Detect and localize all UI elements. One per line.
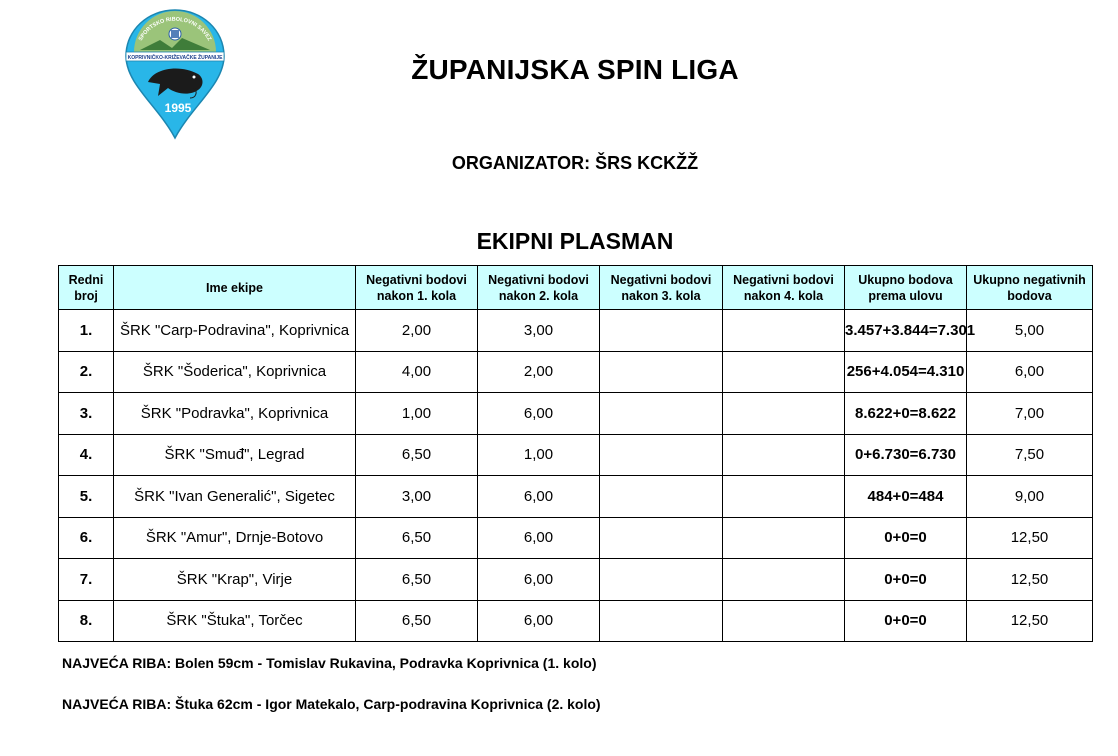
- catch-points-cell: 0+0=0: [845, 559, 967, 601]
- column-header-round-3: Negativni bodovi nakon 3. kola: [600, 266, 723, 310]
- team-cell: ŠRK "Ivan Generalić", Sigetec: [114, 476, 356, 518]
- column-header-round-2: Negativni bodovi nakon 2. kola: [478, 266, 600, 310]
- team-standings-table: [58, 265, 1093, 642]
- round-1-cell: 2,00: [356, 310, 478, 352]
- table-row: [59, 393, 1093, 435]
- round-4-cell: [723, 310, 845, 352]
- rank-cell: 4.: [59, 434, 114, 476]
- catch-points-cell: 256+4.054=4.310: [845, 351, 967, 393]
- biggest-fish-note-round-2: NAJVEĆA RIBA: Štuka 62cm - Igor Matekalo, Carp-podravina Koprivnica (2. kolo): [62, 696, 601, 712]
- rank-cell: 3.: [59, 393, 114, 435]
- total-cell: 12,50: [967, 600, 1093, 642]
- catch-points-cell: 0+0=0: [845, 517, 967, 559]
- round-3-cell: [600, 434, 723, 476]
- round-2-cell: 3,00: [478, 310, 600, 352]
- total-cell: 7,00: [967, 393, 1093, 435]
- column-header-team: Ime ekipe: [114, 266, 356, 310]
- column-header-round-1: Negativni bodovi nakon 1. kola: [356, 266, 478, 310]
- catch-points-cell: 3.457+3.844=7.301: [845, 310, 967, 352]
- team-cell: ŠRK "Amur", Drnje-Botovo: [114, 517, 356, 559]
- round-1-cell: 4,00: [356, 351, 478, 393]
- table-row: [59, 351, 1093, 393]
- total-cell: 9,00: [967, 476, 1093, 518]
- table-title: EKIPNI PLASMAN: [476, 228, 674, 254]
- biggest-fish-note-round-1: NAJVEĆA RIBA: Bolen 59cm - Tomislav Rukavina, Podravka Koprivnica (1. kolo): [62, 655, 597, 671]
- logo-year: 1995: [164, 101, 192, 115]
- page-title: ŽUPANIJSKA SPIN LIGA: [411, 54, 739, 85]
- column-header-catch-points: Ukupno bodova prema ulovu: [845, 266, 967, 310]
- round-3-cell: [600, 559, 723, 601]
- table-row: [59, 600, 1093, 642]
- table-row: [59, 434, 1093, 476]
- team-cell: ŠRK "Štuka", Torčec: [114, 600, 356, 642]
- column-header-total: Ukupno negativnih bodova: [967, 266, 1093, 310]
- team-cell: ŠRK "Šoderica", Koprivnica: [114, 351, 356, 393]
- round-4-cell: [723, 600, 845, 642]
- rank-cell: 5.: [59, 476, 114, 518]
- round-1-cell: 3,00: [356, 476, 478, 518]
- round-4-cell: [723, 434, 845, 476]
- total-cell: 12,50: [967, 559, 1093, 601]
- round-4-cell: [723, 476, 845, 518]
- round-2-cell: 6,00: [478, 600, 600, 642]
- team-cell: ŠRK "Carp-Podravina", Koprivnica: [114, 310, 356, 352]
- rank-cell: 7.: [59, 559, 114, 601]
- round-2-cell: 6,00: [478, 517, 600, 559]
- rank-cell: 2.: [59, 351, 114, 393]
- round-4-cell: [723, 351, 845, 393]
- logo-band-text: KOPRIVNIČKO-KRIŽEVAČKE ŽUPANIJE: [127, 55, 223, 61]
- round-2-cell: 1,00: [478, 434, 600, 476]
- round-2-cell: 2,00: [478, 351, 600, 393]
- table-row: [59, 517, 1093, 559]
- round-2-cell: 6,00: [478, 559, 600, 601]
- table-row: [59, 476, 1093, 518]
- table-row: [59, 310, 1093, 352]
- table-row: [59, 559, 1093, 601]
- round-4-cell: [723, 559, 845, 601]
- round-1-cell: 6,50: [356, 517, 478, 559]
- round-1-cell: 6,50: [356, 434, 478, 476]
- round-3-cell: [600, 517, 723, 559]
- total-cell: 7,50: [967, 434, 1093, 476]
- rank-cell: 6.: [59, 517, 114, 559]
- round-3-cell: [600, 600, 723, 642]
- catch-points-cell: 8.622+0=8.622: [845, 393, 967, 435]
- round-2-cell: 6,00: [478, 393, 600, 435]
- round-1-cell: 6,50: [356, 600, 478, 642]
- catch-points-cell: 484+0=484: [845, 476, 967, 518]
- table-header-row: [59, 266, 1093, 310]
- logo-text-top: SPORTSKO RIBOLOVNI SAVEZ: [137, 16, 213, 43]
- catch-points-cell: 0+6.730=6.730: [845, 434, 967, 476]
- round-1-cell: 1,00: [356, 393, 478, 435]
- round-3-cell: [600, 310, 723, 352]
- round-3-cell: [600, 476, 723, 518]
- column-header-rank: Redni broj: [59, 266, 114, 310]
- total-cell: 5,00: [967, 310, 1093, 352]
- round-4-cell: [723, 517, 845, 559]
- round-3-cell: [600, 393, 723, 435]
- team-cell: ŠRK "Krap", Virje: [114, 559, 356, 601]
- total-cell: 6,00: [967, 351, 1093, 393]
- team-cell: ŠRK "Smuđ", Legrad: [114, 434, 356, 476]
- column-header-round-4: Negativni bodovi nakon 4. kola: [723, 266, 845, 310]
- catch-points-cell: 0+0=0: [845, 600, 967, 642]
- round-1-cell: 6,50: [356, 559, 478, 601]
- team-cell: ŠRK "Podravka", Koprivnica: [114, 393, 356, 435]
- round-2-cell: 6,00: [478, 476, 600, 518]
- total-cell: 12,50: [967, 517, 1093, 559]
- round-3-cell: [600, 351, 723, 393]
- rank-cell: 8.: [59, 600, 114, 642]
- rank-cell: 1.: [59, 310, 114, 352]
- organizer-line: ORGANIZATOR: ŠRS KCKŽŽ: [451, 153, 699, 173]
- round-4-cell: [723, 393, 845, 435]
